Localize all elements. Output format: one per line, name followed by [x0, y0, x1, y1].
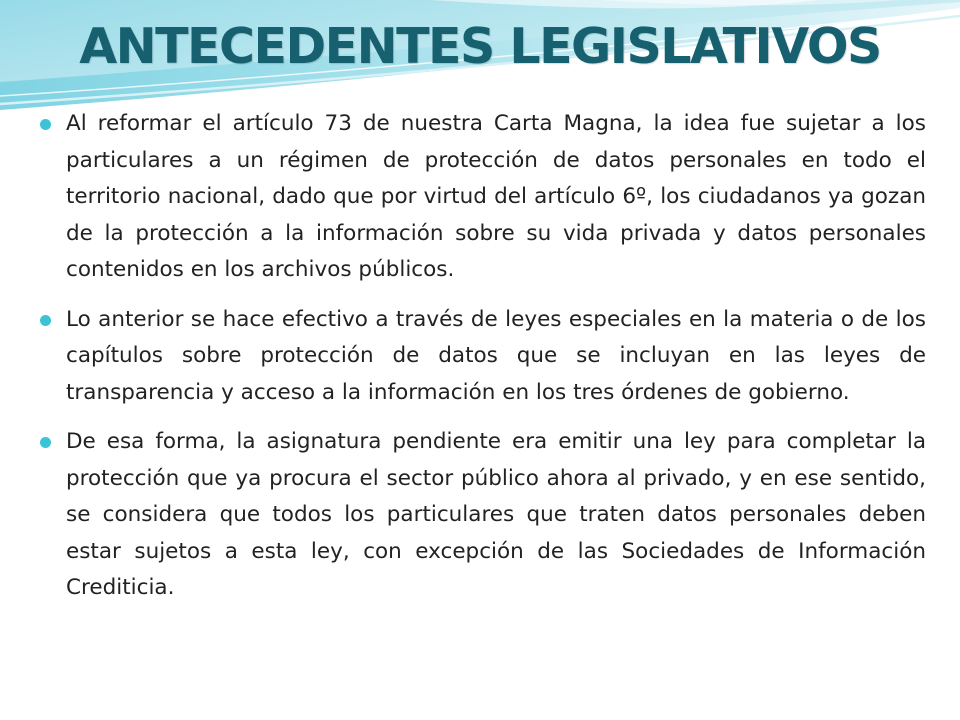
slide-title: ANTECEDENTES LEGISLATIVOS	[79, 18, 881, 75]
bullet-text: Al reformar el artículo 73 de nuestra Carta Magna, la idea fue sujetar a los particulares a un régimen de protección de datos personales en todo el territorio nacional, dado que por virtud del artículo 6º, los ciudadanos ya gozan de la protección a la información sobre su vida privada y datos personales contenidos en los archivos públicos.	[66, 111, 926, 282]
bullet-text: Lo anterior se hace efectivo a través de leyes especiales en la materia o de los capítulos sobre protección de datos que se incluyan en las leyes de transparencia y acceso a la información en los tres órdenes de gobierno.	[66, 306, 926, 405]
bullet-item	[40, 302, 926, 412]
bullet-dot-icon	[40, 315, 51, 326]
bullet-dot-icon	[40, 437, 51, 448]
bullet-item	[40, 424, 926, 607]
bullet-item	[40, 106, 926, 289]
bullet-list	[40, 106, 926, 620]
bullet-dot-icon	[40, 119, 51, 130]
bullet-text: De esa forma, la asignatura pendiente era emitir una ley para completar la protección que ya procura el sector público ahora al privado, y en ese sentido, se considera que todos los particulares que traten datos personales deben estar sujetos a esta ley, con excepción de las Sociedades de Información Crediticia.	[66, 429, 926, 600]
